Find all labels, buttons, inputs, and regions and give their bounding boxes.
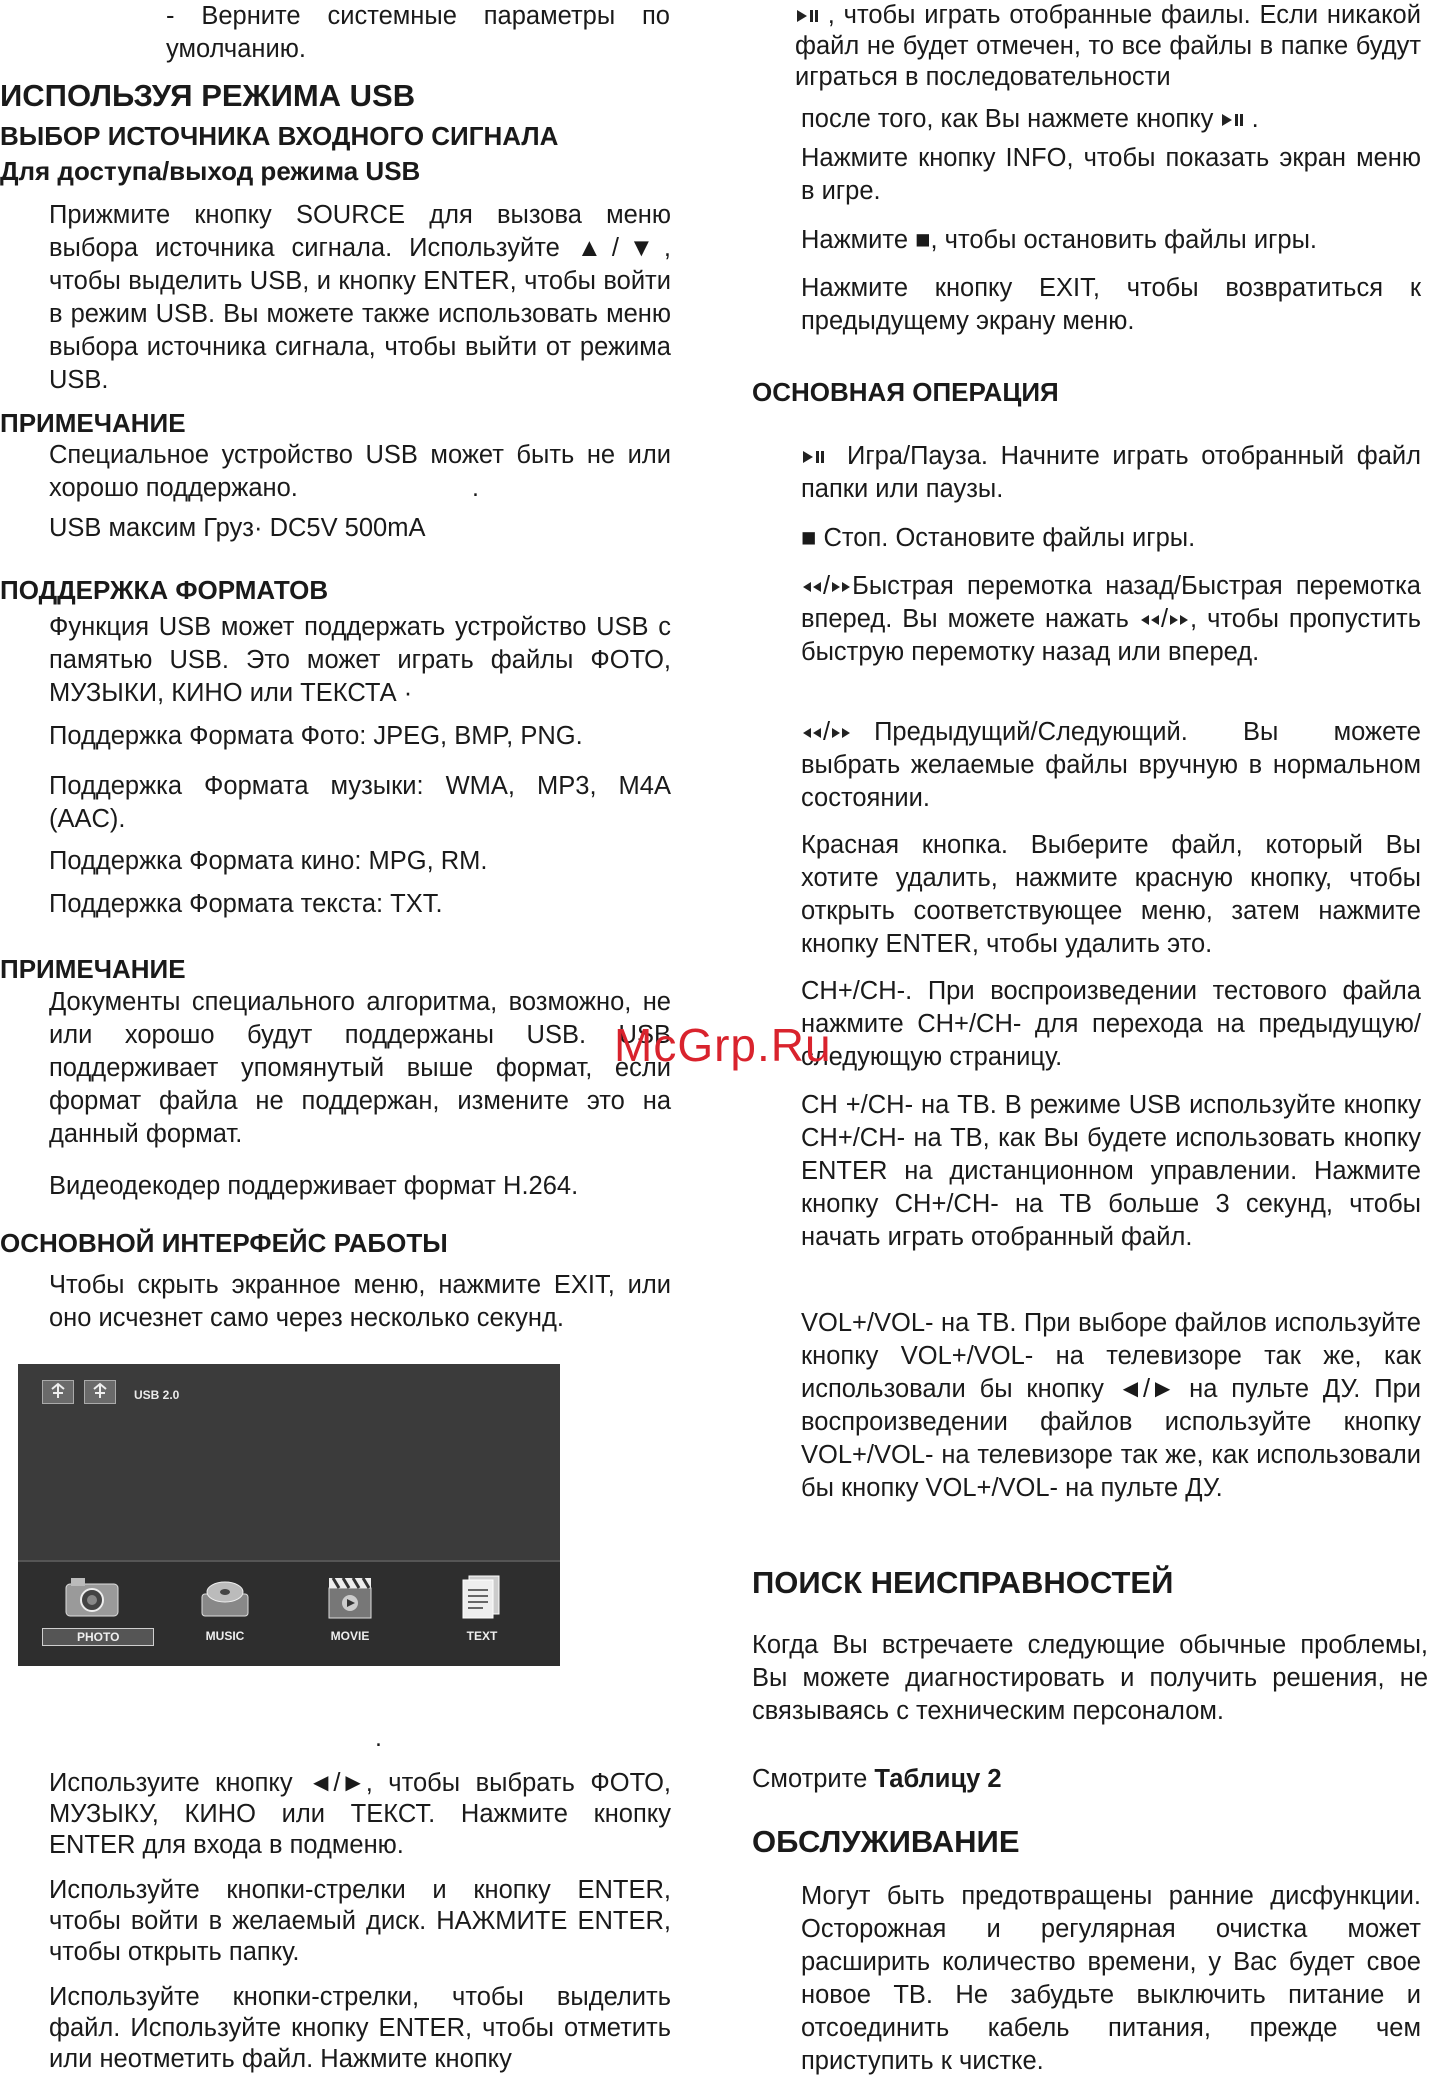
rewind-icon: [801, 726, 823, 740]
usb-device-icon: [84, 1380, 116, 1404]
media-item-photo[interactable]: [42, 1574, 142, 1646]
select-media-paragraph: Используите кнопку ◄/►, чтобы выбрать ФОТО, МУЗЫКУ, КИНО или ТЕКСТ. Нажмите кнопку ENTER для входа в подменю.: [49, 1769, 671, 1859]
media-label-music: MUSIC: [205, 1629, 245, 1643]
maintenance-paragraph: Могут быть предотвращены ранние дисфункции. Осторожная и регулярная очистка может расширить количество времени, у Вас будет свое новое ТВ. Не забудьте выключить питание и отсоединить кабель питания, прежде чем приступить к чистке.: [801, 1882, 1421, 2075]
note-paragraph-1: Специальное устройство USB может быть не или хорошо поддержано.: [49, 441, 671, 502]
hide-menu-paragraph: Чтобы скрыть экранное меню, нажмите EXIT, или оно исчезнет само через несколько секунд.: [49, 1271, 671, 1332]
heading-basic-operation: ОСНОВНАЯ ОПЕРАЦИЯ: [752, 377, 1059, 407]
music-format-text: Поддержка Формата музыки: WMA, MP3, M4A (AAC).: [49, 772, 671, 833]
usb-version-label: USB 2.0: [134, 1388, 180, 1402]
text-format-text: Поддержка Формата текста: TXT.: [49, 890, 443, 918]
play-pause-icon: [801, 449, 825, 465]
note-heading-1: ПРИМЕЧАНИЕ: [0, 408, 186, 438]
media-item-movie[interactable]: [300, 1574, 400, 1645]
troubleshooting-paragraph: Когда Вы встречаете следующие обычные проблемы, Вы можете диагностировать и получить решения, не связываясь с техническим персоналом.: [752, 1631, 1428, 1725]
play-pause-paragraph: Игра/Пауза. Начните играть отобранный файл папки или паузы.: [801, 442, 1421, 503]
music-disc-icon: [196, 1574, 254, 1620]
usb-load-text: USB максим Груз· DC5V 500mA: [49, 514, 426, 542]
formats-paragraph: Функция USB может поддержать устройство USB с памятью USB. Это может играть файлы ФОТО, МУЗЫКИ, КИНО или ТЕКСТА ·: [49, 613, 671, 707]
play-pause-icon: [1220, 112, 1244, 128]
camera-icon: [63, 1574, 121, 1620]
section-title-usb: ИСПОЛЬЗУЯ РЕЖИМА USB: [0, 78, 416, 113]
reset-text: - Верните системные параметры по умолчанию.: [166, 2, 670, 63]
stop-operation-text: ■ Стоп. Остановите файлы игры.: [801, 524, 1196, 552]
fast-forward-icon: [830, 726, 852, 740]
note-dot: .: [472, 474, 479, 502]
clapperboard-icon: [321, 1574, 379, 1620]
screen-caption-dot: .: [375, 1724, 382, 1752]
exit-paragraph: Нажмите кнопку EXIT, чтобы возвратиться к предыдущему экрану меню.: [801, 274, 1421, 335]
fast-forward-icon: [1168, 613, 1190, 627]
usb-device-icon: [42, 1380, 74, 1404]
rewind-icon: [1139, 613, 1161, 627]
heading-interface: ОСНОВНОЙ ИНТЕРФЕЙС РАБОТЫ: [0, 1228, 448, 1258]
media-item-music[interactable]: [175, 1574, 275, 1645]
prev-next-paragraph: / Предыдущий/Следующий. Вы можете выбрать желаемые файлы вручную в нормальном состоянии.: [801, 718, 1421, 812]
media-label-movie: MOVIE: [330, 1629, 370, 1643]
vol-tv-paragraph: VOL+/VOL- на ТВ. При выборе файлов используйте кнопку VOL+/VOL- на телевизоре так же, как использовали бы кнопку ◄/► на пульте ДУ. При воспроизведении файлов используйте кнопку VOL+/VOL- на телевизоре так же, как использовали бы кнопку VOL+/VOL- на пульте ДУ.: [801, 1309, 1421, 1502]
ch-tv-paragraph: CH +/CH- на ТВ. В режиме USB используйте кнопку CH+/CH- на ТВ, как Вы будете использовать кнопку ENTER на дистанционном управлении. Нажмите кнопку CH+/CH- на ТВ больше 3 секунд, чтобы начать играть отобранный файл.: [801, 1091, 1421, 1251]
fast-rewind-paragraph: / Быстрая перемотка назад/Быстрая перемотка вперед. Вы можете нажать / , чтобы пропустить быструю перемотку назад или вперед.: [801, 572, 1421, 666]
watermark: McGrp.Ru: [614, 1019, 832, 1071]
section-title-maintenance: ОБСЛУЖИВАНИЕ: [752, 1824, 1020, 1859]
fast-forward-icon: [830, 580, 852, 594]
see-table-text: Смотрите Таблицу 2: [752, 1765, 1002, 1793]
play-selected-paragraph: , чтобы играть отобранные фаилы. Если никакой файл не будет отмечен, то все файлы в папке будут играться в последовательности: [795, 1, 1421, 91]
stop-paragraph: Нажмите ■, чтобы остановить файлы игры.: [801, 226, 1317, 254]
source-paragraph: Прижмите кнопку SOURCE для вызова меню выбора источника сигнала. Используйте ▲/▼, чтобы выделить USB, и кнопку ENTER, чтобы войти в режим USB. Вы можете также использовать меню выбора источника сигнала, чтобы выйти от режима USB.: [49, 201, 671, 394]
rewind-icon: [801, 580, 823, 594]
h264-text: Видеодекодер поддерживает формат H.264.: [49, 1172, 579, 1200]
media-label-photo: PHOTO: [42, 1628, 154, 1646]
note-heading-2: ПРИМЕЧАНИЕ: [0, 954, 186, 984]
text-document-icon: [453, 1574, 511, 1620]
arrows-disk-paragraph: Используйте кнопки-стрелки и кнопку ENTER, чтобы войти в желаемый диск. НАЖМИТЕ ENTER, чтобы открыть папку.: [49, 1876, 671, 1966]
heading-input-source: ВЫБОР ИСТОЧНИКА ВХОДНОГО СИГНАЛА: [0, 121, 559, 151]
play-after-text: после того, как Вы нажмете кнопку .: [801, 105, 1259, 133]
info-paragraph: Нажмите кнопку INFO, чтобы показать экран меню в игре.: [801, 144, 1421, 205]
ch-paragraph: CH+/CH-. При воспроизведении тестового файла нажмите CH+/CH- для перехода на предыдущую/следующую страницу.: [801, 977, 1421, 1071]
media-label-text: TEXT: [466, 1629, 498, 1643]
play-pause-icon: [795, 8, 819, 24]
heading-formats: ПОДДЕРЖКА ФОРМАТОВ: [0, 575, 329, 605]
mark-file-paragraph: Используйте кнопки-стрелки, чтобы выделить файл. Используйте кнопку ENTER, чтобы отметить или неотметить файл. Нажмите кнопку: [49, 1983, 671, 2073]
red-button-paragraph: Красная кнопка. Выберите файл, который Вы хотите удалить, нажмите красную кнопку, чтобы открыть соответствующее меню, затем нажмите кнопку ENTER, чтобы удалить это.: [801, 831, 1421, 958]
note-paragraph-2: Документы специального алгоритма, возможно, не или хорошо будут поддержаны USB. USB поддерживает упомянутый выше формат, если формат файла не поддержан, измените это на данный формат.: [49, 988, 671, 1148]
photo-format-text: Поддержка Формата Фото: JPEG, BMP, PNG.: [49, 722, 583, 750]
section-title-troubleshooting: ПОИСК НЕИСПРАВНОСТЕЙ: [752, 1565, 1174, 1600]
movie-format-text: Поддержка Формата кино: MPG, RM.: [49, 847, 488, 875]
usb-menu-screenshot: [18, 1364, 560, 1666]
heading-usb-access: Для доступа/выход режима USB: [0, 156, 421, 186]
media-item-text[interactable]: [432, 1574, 532, 1645]
